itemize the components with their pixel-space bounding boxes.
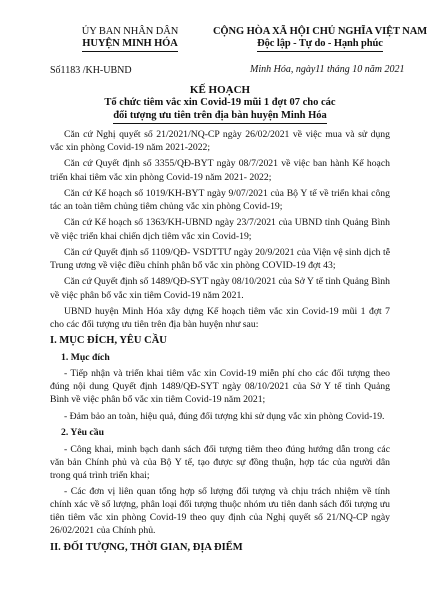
national-motto bbox=[197, 26, 443, 52]
paragraph: - Công khai, minh bạch danh sách đối tượng tiêm theo đúng hướng dẫn trong các văn bản Chính phủ và của Bộ Y tế, tạo được sự đồng thuận, hợp tác của người dân trong quá trình triển khai; bbox=[50, 443, 390, 481]
paragraph: Căn cứ Quyết định số 1109/QĐ- VSDTTƯ ngày 20/9/2021 của Viện vệ sinh dịch tễ Trung ương về việc điều chỉnh phân bổ vắc xin phòng COVID-19 đợt 43; bbox=[50, 246, 390, 272]
paragraph: - Đảm bảo an toàn, hiệu quả, đúng đối tượng khi sử dụng vắc xin phòng Covid-19. bbox=[64, 410, 385, 422]
motto-line-2: Độc lập - Tự do - Hạnh phúc bbox=[257, 38, 383, 52]
paragraph: Căn cứ Kế hoạch số 1019/KH-BYT ngày 9/07/2021 của Bộ Y tế về triển khai công tác an toàn tiêm chủng tiêm chủng vắc xin phòng Covid-19; bbox=[50, 187, 390, 213]
title-main: KẾ HOẠCH bbox=[189, 84, 251, 96]
section-heading: II. ĐỐI TƯỢNG, THỜI GIAN, ĐỊA ĐIỂM bbox=[50, 541, 243, 553]
paragraph: Căn cứ Kế hoạch số 1363/KH-UBND ngày 23/7/2021 của UBND tỉnh Quảng Bình về việc triển khai chiến dịch tiêm vắc xin Covid-19; bbox=[50, 217, 390, 242]
subsection-heading: 1. Mục đích bbox=[61, 351, 110, 363]
paragraph: Căn cứ Nghị quyết số 21/2021/NQ-CP ngày 26/02/2021 về việc mua và sử dụng vắc xin phòng Covid-19 năm 2021-2022; bbox=[50, 129, 390, 154]
document-date: Minh Hóa, ngày11 tháng 10 năm 2021 bbox=[250, 64, 405, 75]
issuing-agency bbox=[50, 26, 210, 52]
document-header bbox=[0, 26, 443, 86]
paragraph: Căn cứ Quyết định số 1489/QĐ-SYT ngày 08/10/2021 của Sở Y tế tỉnh Quảng Bình về việc phân bổ vắc xin tiêm Covid-19 năm 2021. bbox=[50, 276, 390, 301]
document-body bbox=[50, 128, 390, 557]
paragraph: UBND huyện Minh Hóa xây dựng Kế hoạch tiêm vắc xin Covid-19 mũi 1 đợt 7 cho các đối tượng ưu tiên trên địa bàn huyện như sau: bbox=[50, 305, 390, 330]
title-sub-line-2: đối tượng ưu tiên trên địa bàn huyện Minh Hóa bbox=[113, 109, 327, 124]
agency-line-2: HUYỆN MINH HÓA bbox=[82, 38, 177, 52]
paragraph: Căn cứ Quyết định số 3355/QĐ-BYT ngày 08/7/2021 về việc ban hành Kế hoạch triển khai tiêm vắc xin phòng Covid-19 năm 2021- 2022; bbox=[50, 158, 390, 183]
agency-line-1: ỦY BAN NHÂN DÂN bbox=[81, 26, 179, 37]
subsection-heading: 2. Yêu cầu bbox=[61, 427, 104, 439]
document-title bbox=[40, 84, 400, 124]
paragraph: - Tiếp nhận và triển khai tiêm vắc xin Covid-19 miễn phí cho các đối tượng theo đúng nội dung Quyết định 1489/QĐ-SYT ngày 08/10/2021 của Sở Y tế tỉnh Quảng Bình về việc phân bổ vắc xin tiêm Covid-19 năm 2021; bbox=[50, 368, 390, 406]
document-number: Số1183 /KH-UBND bbox=[50, 65, 132, 76]
paragraph: - Các đơn vị liên quan tổng hợp số lượng đối tượng và chịu trách nhiệm về tính chính xác về số lượng, phân loại đối tượng thuộc nhóm ưu tiên danh sách đối tượng ưu tiên tiêm vắc xin phòng Covid-19 theo quy định của Nghị quyết số 21/NQ-CP ngày 26/02/2021 của Chính phủ. bbox=[50, 486, 390, 537]
title-sub-line-1: Tổ chức tiêm vắc xin Covid-19 mũi 1 đợt 07 cho các bbox=[104, 97, 336, 108]
section-heading: I. MỤC ĐÍCH, YÊU CẦU bbox=[50, 335, 167, 347]
motto-line-1: CỘNG HÒA XÃ HỘI CHỦ NGHĨA VIỆT NAM bbox=[212, 26, 428, 37]
